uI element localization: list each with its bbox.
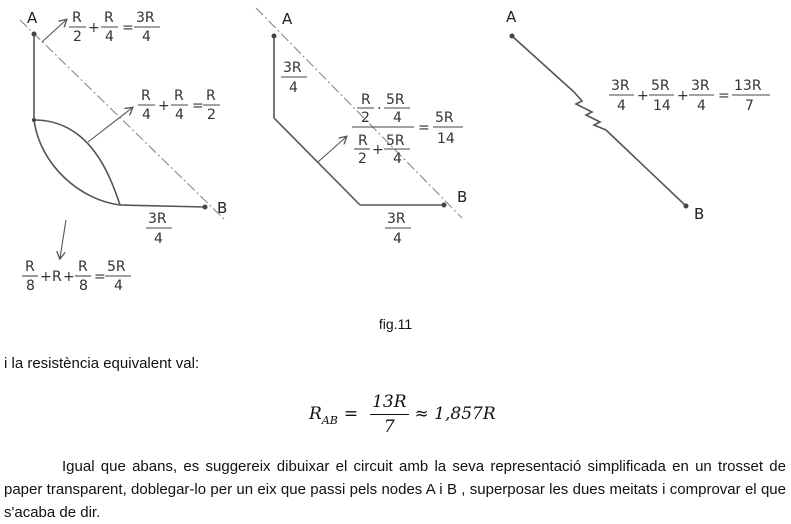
frac-den: 2 [358, 151, 367, 167]
arrow-mid [88, 108, 132, 142]
frac-den: 4 [154, 231, 163, 247]
node-a-label: A [27, 9, 38, 27]
node-b-label: B [217, 199, 228, 217]
frac-den: 4 [105, 29, 114, 45]
arrow-low [60, 220, 66, 258]
frac-num: R [25, 259, 35, 275]
dot-sign: · [377, 101, 382, 117]
formula-equals: = [343, 404, 359, 424]
seg-label-bottom-1 [146, 211, 172, 247]
frac-num: R [358, 133, 368, 149]
plus-sign: + [637, 88, 649, 104]
frac-den: 7 [745, 98, 754, 114]
seg-label-bottom-2 [385, 211, 411, 247]
node-b-dot [684, 204, 689, 209]
arrow-eq-2 [318, 137, 346, 162]
frac-den: 4 [175, 107, 184, 123]
plus-sign: + [372, 142, 384, 158]
frac-den: 14 [653, 98, 671, 114]
node-b-label: B [457, 188, 468, 206]
plus-sign: + [40, 269, 52, 285]
formula-fraction [370, 392, 408, 437]
branch-lower [34, 120, 120, 205]
wire-a-to-resistor [512, 36, 574, 92]
formula-denominator: 7 [383, 416, 395, 437]
frac-den: 2 [73, 29, 82, 45]
node-a-label: A [506, 8, 517, 26]
frac-num: R [141, 88, 151, 104]
arrow-top [42, 20, 66, 42]
fold-axis-1 [20, 20, 228, 220]
seg-label-left-2 [281, 60, 307, 96]
equals-sign: = [192, 98, 204, 114]
explanation-paragraph: Igual que abans, es suggereix dibuixar el circuit amb la seva representació simplificada en un trosset de paper transparent, doblegar-lo per un eix que passi pels nodes A i B , superposar les dues meitats i comprovar el que s'acaba de dir. [4, 458, 786, 521]
frac-num: R [104, 10, 114, 26]
node-a-dot [32, 32, 37, 37]
frac-num: R [361, 92, 371, 108]
frac-den: 4 [697, 98, 706, 114]
equals-sign: = [718, 88, 730, 104]
frac-num: 3R [136, 10, 155, 26]
eq-diagram-3 [609, 78, 770, 114]
formula-approx: ≈ 1,857R [414, 404, 496, 424]
intro-text: i la resistència equivalent val: [4, 355, 200, 372]
frac-num: R [72, 10, 82, 26]
equals-sign: = [122, 20, 134, 36]
frac-den: 4 [393, 110, 402, 126]
term-r: R [52, 269, 62, 285]
eq-mid [138, 88, 220, 123]
wire-to-b [120, 205, 205, 207]
branch-upper [34, 120, 120, 205]
frac-den: 4 [114, 278, 123, 294]
frac-num: 13R [734, 78, 762, 94]
diagram-3 [506, 8, 770, 223]
frac-den: 4 [142, 29, 151, 45]
frac-den: 8 [79, 278, 88, 294]
eq-low [22, 259, 131, 294]
equivalent-resistance-formula [309, 386, 496, 442]
frac-den: 4 [393, 151, 402, 167]
frac-num: 5R [386, 133, 405, 149]
frac-num: 5R [107, 259, 126, 275]
frac-num: 3R [387, 211, 406, 227]
fold-axis-2 [256, 8, 462, 218]
equals-sign: = [94, 269, 106, 285]
eq-diagram-2 [352, 92, 463, 167]
frac-num: 5R [386, 92, 405, 108]
frac-num: 5R [651, 78, 670, 94]
frac-num: 5R [435, 110, 454, 126]
frac-num: 3R [148, 211, 167, 227]
diagram-2 [256, 8, 467, 247]
plus-sign: + [63, 269, 75, 285]
wire-diagonal [274, 118, 360, 205]
frac-den: 4 [617, 98, 626, 114]
node-a-dot [272, 34, 277, 39]
node-a-dot [510, 34, 515, 39]
frac-den: 14 [437, 131, 455, 147]
frac-den: 8 [26, 278, 35, 294]
formula-lhs-subscript: AB [321, 413, 338, 427]
frac-num: 3R [691, 78, 710, 94]
frac-den: 2 [207, 107, 216, 123]
frac-num: R [78, 259, 88, 275]
junction-dot [32, 118, 36, 122]
resistor-zigzag [574, 92, 606, 130]
frac-num: R [206, 88, 216, 104]
frac-num: 3R [611, 78, 630, 94]
plus-sign: + [677, 88, 689, 104]
formula-lhs: R [309, 404, 322, 424]
equals-sign: = [418, 120, 430, 136]
node-b-label: B [694, 205, 705, 223]
frac-den: 2 [361, 110, 370, 126]
wire-resistor-to-b [606, 130, 686, 206]
formula-numerator: 13R [370, 392, 408, 415]
frac-den: 4 [289, 80, 298, 96]
frac-den: 4 [142, 107, 151, 123]
node-b-dot [442, 203, 447, 208]
frac-num: R [174, 88, 184, 104]
figure-caption: fig.11 [378, 316, 413, 332]
frac-num: 3R [283, 60, 302, 76]
plus-sign: + [88, 20, 100, 36]
diagram-1 [20, 9, 227, 294]
frac-den: 4 [393, 231, 402, 247]
eq-top [69, 10, 160, 45]
node-a-label: A [282, 10, 293, 28]
plus-sign: + [158, 98, 170, 114]
node-b-dot [203, 205, 208, 210]
